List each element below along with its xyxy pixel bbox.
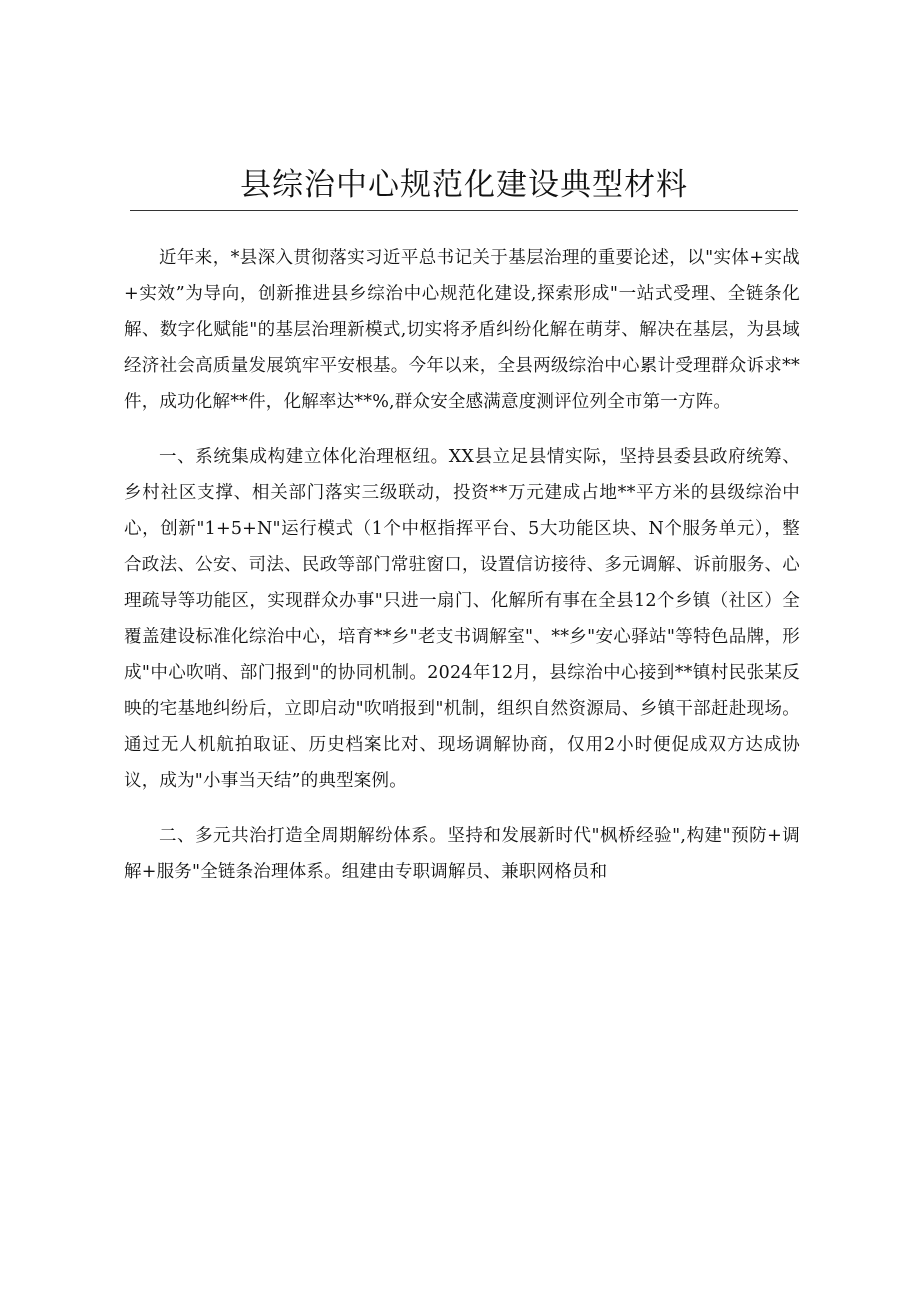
paragraph-intro: 近年来，*县深入贯彻落实习近平总书记关于基层治理的重要论述，以"实体+实战+实效”为导向，创新推进县乡综治中心规范化建设,探索形成"一站式受理、全链条化解、数字化赋能"的基层治理新模式,切实将矛盾纠纷化解在萌芽、解决在基层，为县域经济社会高质量发展筑牢平安根基。今年以来，全县两级综治中心累计受理群众诉求**件，成功化解**件，化解率达**%,群众安全感满意度测评位列全市第一方阵。 [124,248,800,412]
title-underline [130,210,798,211]
paragraph-section-one: 一、系统集成构建立体化治理枢纽。XX县立足县情实际，坚持县委县政府统筹、乡村社区支撑、相关部门落实三级联动，投资**万元建成占地**平方米的县级综治中心，创新"1+5+N"运行模式（1个中枢指挥平台、5大功能区块、N个服务单元），整合政法、公安、司法、民政等部门常驻窗口，设置信访接待、多元调解、诉前服务、心理疏导等功能区，实现群众办事"只进一扇门、化解所有事在全县12个乡镇（社区）全覆盖建设标准化综治中心，培育**乡"老支书调解室"、**乡"安心驿站"等特色品牌，形成"中心吹哨、部门报到"的协同机制。2024年12月，县综治中心接到**镇村民张某反映的宅基地纠纷后，立即启动"吹哨报到"机制，组织自然资源局、乡镇干部赶赴现场。通过无人机航拍取证、历史档案比对、现场调解协商，仅用2小时便促成双方达成协议，成为"小事当天结”的典型案例。 [124,447,800,791]
document-title: 县综治中心规范化建设典型材料 [240,167,688,203]
paragraph-section-two: 二、多元共治打造全周期解纷体系。坚持和发展新时代"枫桥经验",构建"预防+调解+服务"全链条治理体系。组建由专职调解员、兼职网格员和 [124,826,800,882]
document-body [124,240,800,909]
